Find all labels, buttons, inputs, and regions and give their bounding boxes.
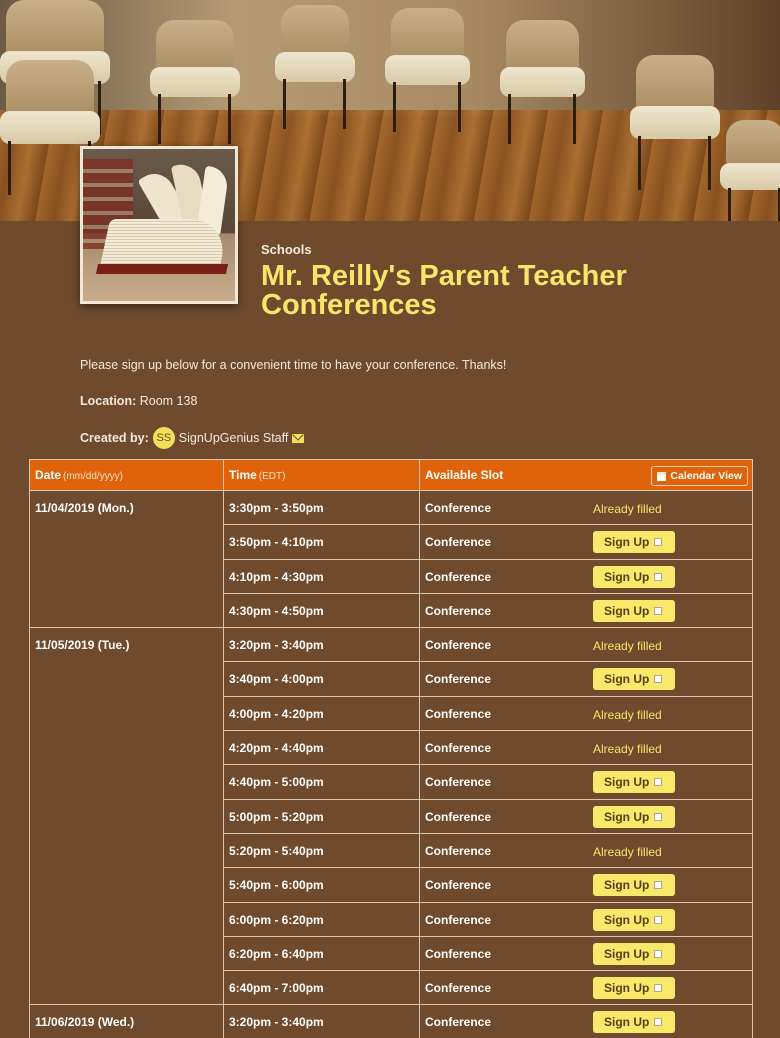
- sign-up-button[interactable]: Sign Up: [593, 1011, 675, 1033]
- slot-cell: [420, 696, 753, 730]
- intro-text: Please sign up below for a convenient time to have your conference. Thanks!: [80, 358, 507, 372]
- date-column-header: Date (mm/dd/yyyy): [30, 460, 224, 491]
- sign-up-checkbox[interactable]: [654, 607, 662, 615]
- sign-up-checkbox[interactable]: [654, 916, 662, 924]
- sign-up-button[interactable]: Sign Up: [593, 531, 675, 553]
- slot-cell: [420, 799, 753, 833]
- sign-up-button[interactable]: Sign Up: [593, 600, 675, 622]
- slot-cell: [420, 936, 753, 970]
- time-cell: 4:00pm - 4:20pm: [224, 696, 420, 730]
- sign-up-checkbox[interactable]: [654, 984, 662, 992]
- avatar: SS: [153, 427, 175, 449]
- time-cell: 6:20pm - 6:40pm: [224, 936, 420, 970]
- sign-up-checkbox[interactable]: [654, 950, 662, 958]
- slot-name: Conference: [425, 741, 492, 756]
- slot-cell: [420, 765, 753, 799]
- slot-cell: [420, 559, 753, 593]
- location-label: Location:: [80, 394, 137, 408]
- slot-cell: [420, 662, 753, 696]
- mail-icon[interactable]: [292, 434, 304, 443]
- date-cell: 11/06/2019 (Wed.): [30, 1005, 224, 1038]
- already-filled-status: Already filled: [593, 742, 662, 757]
- already-filled-status: Already filled: [593, 707, 662, 722]
- slot-cell: [420, 628, 753, 662]
- sign-up-checkbox[interactable]: [654, 778, 662, 786]
- time-cell: 4:10pm - 4:30pm: [224, 559, 420, 593]
- time-cell: 5:40pm - 6:00pm: [224, 868, 420, 902]
- sign-up-checkbox[interactable]: [654, 813, 662, 821]
- already-filled-status: Already filled: [593, 844, 662, 859]
- slot-column-header: Available Slot Calendar View: [420, 460, 753, 491]
- slot-cell: [420, 868, 753, 902]
- slot-name: Conference: [425, 878, 492, 893]
- sign-up-button[interactable]: Sign Up: [593, 874, 675, 896]
- slot-name: Conference: [425, 1015, 492, 1030]
- sign-up-button[interactable]: Sign Up: [593, 806, 675, 828]
- slot-name: Conference: [425, 912, 492, 927]
- slot-cell: [420, 731, 753, 765]
- slot-name: Conference: [425, 706, 492, 721]
- slot-cell: [420, 833, 753, 867]
- slot-name: Conference: [425, 946, 492, 961]
- book-thumbnail-image: [80, 146, 238, 304]
- slots-table: [29, 459, 752, 1038]
- date-cell: 11/04/2019 (Mon.): [30, 491, 224, 628]
- time-cell: 3:40pm - 4:00pm: [224, 662, 420, 696]
- slot-cell: [420, 525, 753, 559]
- location-line: [80, 394, 197, 408]
- location-value: Room 138: [139, 394, 198, 408]
- table-row: [30, 628, 753, 662]
- time-column-header: Time (EDT): [224, 460, 420, 491]
- slot-name: Conference: [425, 603, 492, 618]
- slot-name: Conference: [425, 809, 492, 824]
- slot-cell: [420, 902, 753, 936]
- time-cell: 6:40pm - 7:00pm: [224, 971, 420, 1005]
- slot-name: Conference: [425, 775, 492, 790]
- created-by-line: [80, 427, 304, 449]
- sign-up-button[interactable]: Sign Up: [593, 771, 675, 793]
- table-row: [30, 491, 753, 525]
- slot-name: Conference: [425, 672, 492, 687]
- date-cell: 11/05/2019 (Tue.): [30, 628, 224, 1005]
- slot-name: Conference: [425, 569, 492, 584]
- created-by-label: Created by:: [80, 431, 149, 445]
- creator-name: SignUpGenius Staff: [178, 431, 289, 445]
- slot-name: Conference: [425, 843, 492, 858]
- time-cell: 4:40pm - 5:00pm: [224, 765, 420, 799]
- sign-up-button[interactable]: Sign Up: [593, 943, 675, 965]
- sign-up-checkbox[interactable]: [654, 538, 662, 546]
- table-header-row: [30, 460, 753, 491]
- time-cell: 3:20pm - 3:40pm: [224, 1005, 420, 1038]
- already-filled-status: Already filled: [593, 502, 662, 516]
- calendar-view-button[interactable]: Calendar View: [651, 466, 748, 486]
- sign-up-checkbox[interactable]: [654, 573, 662, 581]
- sign-up-button[interactable]: Sign Up: [593, 566, 675, 588]
- slot-cell: [420, 1005, 753, 1038]
- slot-name: Conference: [425, 501, 492, 515]
- slot-cell: [420, 971, 753, 1005]
- slot-cell: [420, 491, 753, 525]
- time-cell: 3:20pm - 3:40pm: [224, 628, 420, 662]
- time-cell: 3:50pm - 4:10pm: [224, 525, 420, 559]
- sign-up-checkbox[interactable]: [654, 675, 662, 683]
- category-label: Schools: [261, 242, 312, 257]
- time-cell: 3:30pm - 3:50pm: [224, 491, 420, 525]
- slot-cell: [420, 593, 753, 627]
- time-cell: 6:00pm - 6:20pm: [224, 902, 420, 936]
- slot-name: Conference: [425, 981, 492, 996]
- table-row: [30, 1005, 753, 1038]
- calendar-icon: [657, 472, 666, 481]
- slot-name: Conference: [425, 638, 492, 653]
- time-cell: 5:20pm - 5:40pm: [224, 833, 420, 867]
- already-filled-status: Already filled: [593, 639, 662, 654]
- sign-up-button[interactable]: Sign Up: [593, 909, 675, 931]
- sign-up-checkbox[interactable]: [654, 1018, 662, 1026]
- sign-up-checkbox[interactable]: [654, 881, 662, 889]
- page-title: Mr. Reilly's Parent Teacher Conferences: [261, 260, 627, 321]
- time-cell: 4:30pm - 4:50pm: [224, 593, 420, 627]
- time-cell: 4:20pm - 4:40pm: [224, 731, 420, 765]
- sign-up-button[interactable]: Sign Up: [593, 977, 675, 999]
- sign-up-button[interactable]: Sign Up: [593, 668, 675, 690]
- slot-name: Conference: [425, 535, 492, 550]
- time-cell: 5:00pm - 5:20pm: [224, 799, 420, 833]
